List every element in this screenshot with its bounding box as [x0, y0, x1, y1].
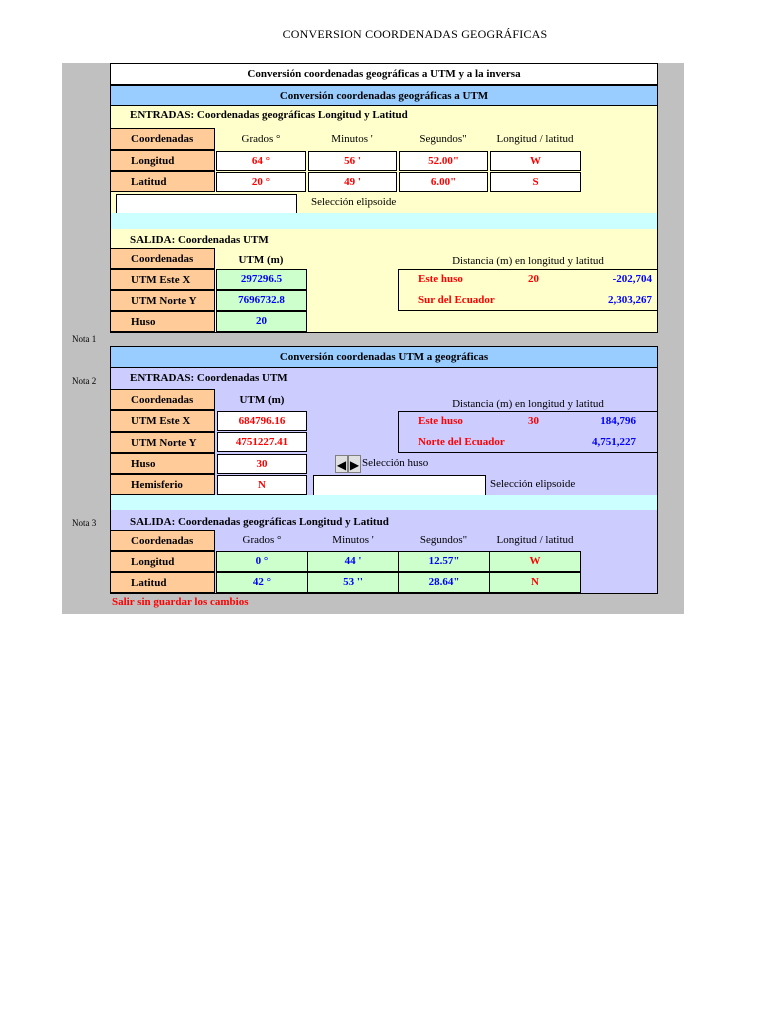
geo-to-utm-header: Conversión coordenadas geográficas a UTM	[110, 85, 658, 106]
utm-distance-title: Distancia (m) en longitud y latitud	[452, 398, 604, 410]
geo-out-col-grados: Grados °	[242, 534, 282, 546]
geo-out-latitud-minutes: 53 ''	[307, 572, 399, 593]
utm-hemisferio-input[interactable]: N	[217, 475, 307, 495]
huso-next-button[interactable]	[348, 455, 361, 473]
geo-col-segundos: Segundos"	[419, 133, 467, 145]
geo-col-minutos: Minutos '	[331, 133, 373, 145]
geo-out-col-lonlat: Longitud / latitud	[496, 534, 574, 546]
utm-out-col-utm: UTM (m)	[238, 254, 284, 266]
geo-out-latitud-degrees: 42 °	[216, 572, 308, 593]
geo-out-longitud-direction: W	[489, 551, 581, 572]
right-arrow-icon: ▶	[349, 458, 360, 472]
geo-col-lonlat: Longitud / latitud	[496, 133, 574, 145]
note-3[interactable]: Nota 3	[72, 518, 97, 528]
exit-without-saving-link[interactable]: Salir sin guardar los cambios	[112, 596, 249, 608]
main-header: Conversión coordenadas geográficas a UTM y a la inversa	[110, 63, 658, 85]
utm-out-este-label: UTM Este X	[110, 269, 215, 290]
geo-out-col-coordenadas: Coordenadas	[110, 530, 215, 551]
utm-norte-input[interactable]: 4751227.41	[217, 432, 307, 452]
geo-col-grados: Grados °	[241, 133, 281, 145]
geo-longitud-minutes-input[interactable]: 56 '	[308, 151, 397, 171]
geo-longitud-degrees-input[interactable]: 64 °	[216, 151, 306, 171]
huso-select-label: Selección huso	[362, 457, 429, 469]
geo-dist-zone: 20	[528, 273, 539, 285]
utm-ellipsoid-select[interactable]	[313, 475, 486, 496]
geo-latitud-degrees-input[interactable]: 20 °	[216, 172, 306, 192]
spacer-row-1	[110, 213, 658, 229]
geo-latitud-minutes-input[interactable]: 49 '	[308, 172, 397, 192]
note-2[interactable]: Nota 2	[72, 376, 97, 386]
geo-ellipsoid-select[interactable]	[116, 194, 297, 214]
utm-in-huso-label: Huso	[110, 453, 215, 474]
utm-in-col-coordenadas: Coordenadas	[110, 389, 215, 410]
geo-output-title: SALIDA: Coordenadas geográficas Longitud y Latitud	[130, 516, 389, 528]
utm-in-este-label: UTM Este X	[110, 410, 215, 432]
utm-input-title: ENTRADAS: Coordenadas UTM	[130, 372, 288, 384]
geo-out-longitud-minutes: 44 '	[307, 551, 399, 572]
geo-dist-este-label: Este huso	[418, 273, 463, 285]
utm-output-title: SALIDA: Coordenadas UTM	[130, 234, 269, 246]
utm-huso-input[interactable]: 30	[217, 454, 307, 474]
utm-out-este-value: 297296.5	[216, 269, 307, 290]
page-title: CONVERSION COORDENADAS GEOGRÁFICAS	[282, 27, 548, 41]
utm-out-norte-value: 7696732.8	[216, 290, 307, 311]
utm-in-norte-label: UTM Norte Y	[110, 432, 215, 453]
geo-longitud-seconds-input[interactable]: 52.00"	[399, 151, 488, 171]
utm-ellipsoid-label: Selección elipsoide	[490, 478, 576, 490]
geo-out-longitud-label: Longitud	[110, 551, 215, 572]
geo-longitud-direction-input[interactable]: W	[490, 151, 581, 171]
spacer-row-2	[110, 495, 658, 510]
section-gap	[110, 333, 658, 346]
utm-dist-norte-label: Norte del Ecuador	[418, 436, 505, 448]
utm-out-huso-value: 20	[216, 311, 307, 332]
utm-in-hemisferio-label: Hemisferio	[110, 474, 215, 495]
geo-out-longitud-degrees: 0 °	[216, 551, 308, 572]
utm-dist-norte-value: 4,751,227	[592, 436, 636, 448]
utm-dist-este-label: Este huso	[418, 415, 463, 427]
utm-in-col-utm: UTM (m)	[239, 394, 285, 406]
geo-latitud-seconds-input[interactable]: 6.00"	[399, 172, 488, 192]
geo-distance-title: Distancia (m) en longitud y latitud	[452, 255, 604, 267]
utm-este-input[interactable]: 684796.16	[217, 411, 307, 431]
utm-dist-este-value: 184,796	[600, 415, 636, 427]
geo-out-col-segundos: Segundos"	[419, 534, 468, 546]
utm-dist-zone: 30	[528, 415, 539, 427]
geo-col-coordenadas: Coordenadas	[110, 128, 215, 150]
geo-ellipsoid-label: Selección elipsoide	[311, 196, 397, 208]
geo-dist-sur-value: 2,303,267	[608, 294, 652, 306]
geo-row-longitud-label: Longitud	[110, 150, 215, 171]
geo-out-longitud-seconds: 12.57"	[398, 551, 490, 572]
huso-prev-button[interactable]	[335, 455, 348, 473]
utm-out-col-coordenadas: Coordenadas	[110, 248, 215, 269]
utm-to-geo-header: Conversión coordenadas UTM a geográficas	[110, 346, 658, 368]
utm-out-norte-label: UTM Norte Y	[110, 290, 215, 311]
note-1[interactable]: Nota 1	[72, 334, 97, 344]
geo-out-col-minutos: Minutos '	[332, 534, 374, 546]
geo-out-latitud-seconds: 28.64"	[398, 572, 490, 593]
geo-latitud-direction-input[interactable]: S	[490, 172, 581, 192]
geo-input-title: ENTRADAS: Coordenadas geográficas Longitud y Latitud	[130, 109, 408, 121]
left-arrow-icon: ◀	[336, 458, 347, 472]
geo-dist-sur-label: Sur del Ecuador	[418, 294, 495, 306]
geo-out-latitud-label: Latitud	[110, 572, 215, 593]
utm-out-huso-label: Huso	[110, 311, 215, 332]
geo-row-latitud-label: Latitud	[110, 171, 215, 192]
geo-dist-este-value: -202,704	[612, 273, 652, 285]
geo-out-latitud-direction: N	[489, 572, 581, 593]
